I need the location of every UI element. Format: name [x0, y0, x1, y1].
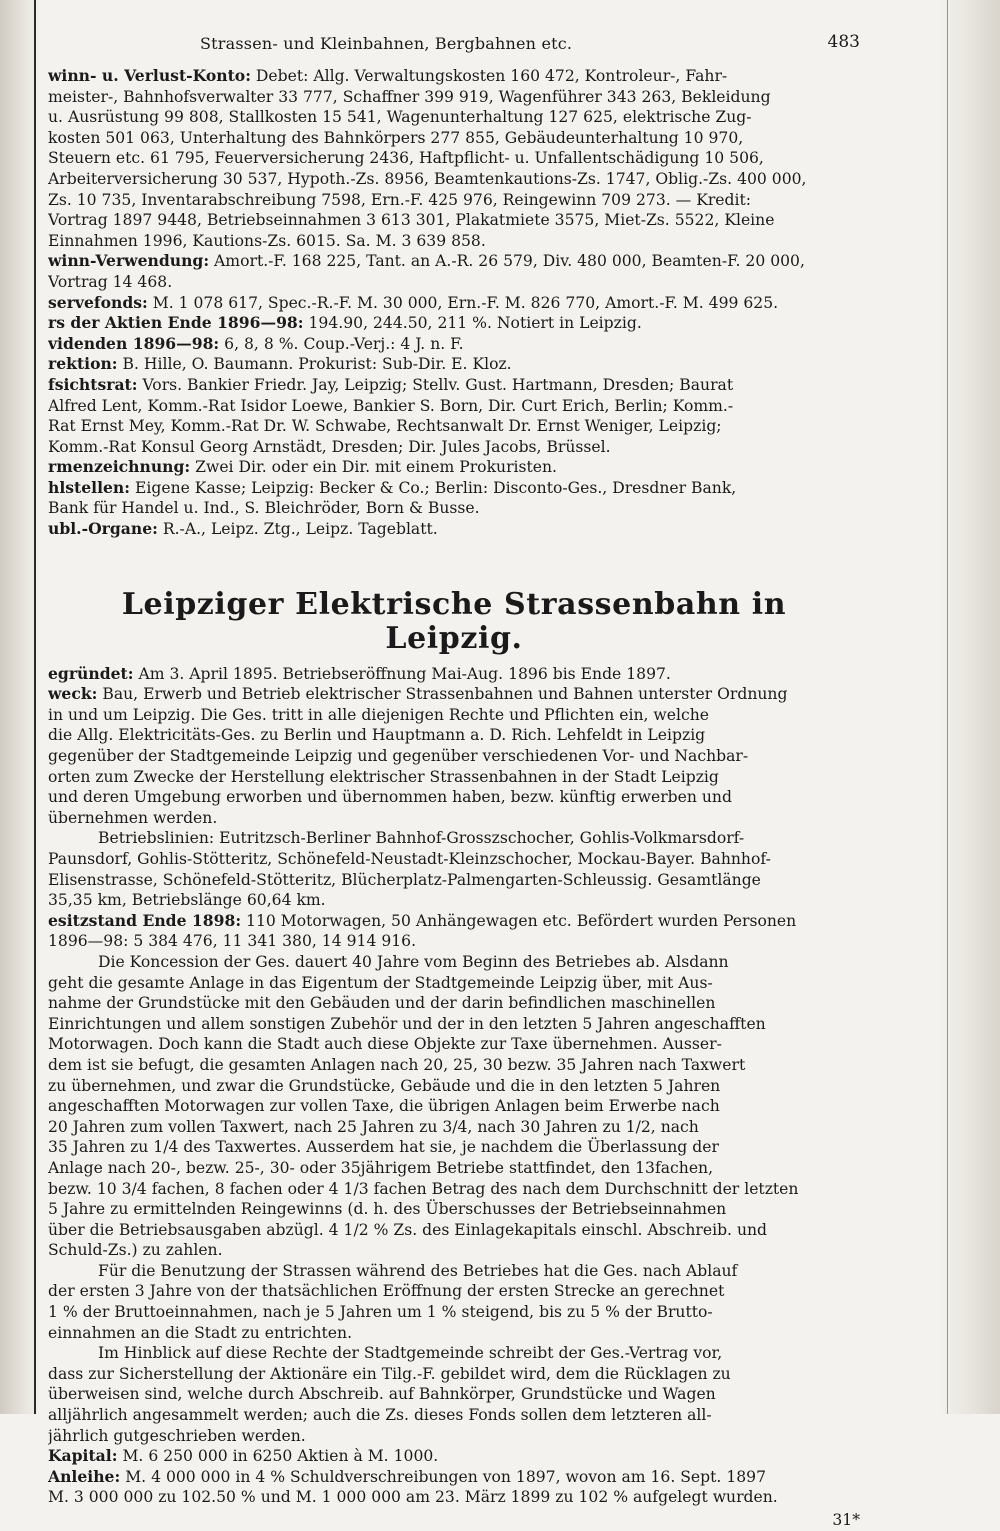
text-line: [48, 251, 860, 272]
entry-text: 35,35 km, Betriebslänge 60,64 km.: [48, 891, 326, 910]
entry-text: Rat Ernst Mey, Komm.-Rat Dr. W. Schwabe, Rechtsanwalt Dr. Ernst Weniger, Leipzig;: [48, 417, 722, 436]
entry-text: Arbeiterversicherung 30 537, Hypoth.-Zs. 8956, Beamtenkautions-Zs. 1747, Oblig.-Zs. 400 000,: [48, 169, 807, 188]
text-line: [48, 1199, 860, 1220]
text-line: [48, 478, 860, 499]
text-line: [48, 725, 860, 746]
text-line: [48, 993, 860, 1014]
entry-text: Vortrag 1897 9448, Betriebseinnahmen 3 613 301, Plakatmiete 3575, Miet-Zs. 5522, Kleine: [48, 211, 775, 230]
text-line: [48, 293, 860, 314]
entry-heading: winn- u. Verlust-Konto:: [48, 66, 251, 85]
text-line: [48, 931, 860, 952]
entry-text: Betriebslinien: Eutritzsch-Berliner Bahnhof-Grosszschocher, Gohlis-Volkmarsdorf-: [98, 829, 745, 848]
entry-heading: egründet:: [48, 663, 134, 683]
text-line: [48, 808, 860, 829]
text-line: [48, 498, 860, 519]
left-binding-edge: [34, 0, 36, 1414]
entry-text: Elisenstrasse, Schönefeld-Stötteritz, Blücherplatz-Palmengarten-Schleussig. Gesamtlänge: [48, 870, 761, 889]
entry-text: 35 Jahren zu 1/4 des Taxwertes. Ausserdem hat sie, je nachdem die Überlassung der: [48, 1138, 719, 1157]
entry-text: über die Betriebsausgaben abzügl. 4 1/2 % Zs. des Einlagekapitals einschl. Abschreib. und: [48, 1220, 768, 1239]
text-line: [48, 767, 860, 788]
running-title: Strassen- und Kleinbahnen, Bergbahnen etc.: [200, 34, 573, 53]
section-spacer: [48, 540, 860, 588]
entry-heading: winn-Verwendung:: [48, 251, 210, 271]
text-line: [48, 1096, 860, 1117]
right-page-rule: [947, 0, 948, 1414]
text-line: [48, 1137, 860, 1158]
text-line: [48, 1076, 860, 1097]
entry-text: einnahmen an die Stadt zu entrichten.: [48, 1323, 353, 1342]
entry-text: und deren Umgebung erworben und übernommen haben, bezw. künftig erwerben und: [48, 788, 732, 807]
text-line: [48, 148, 860, 169]
entry-text: 1 % der Bruttoeinnahmen, nach je 5 Jahren um 1 % steigend, bis zu 5 % der Brutto-: [48, 1303, 713, 1322]
entry-heading: videnden 1896—98:: [48, 333, 220, 353]
entry-text: Alfred Lent, Komm.-Rat Isidor Loewe, Bankier S. Born, Dir. Curt Erich, Berlin; Komm.-: [48, 396, 734, 415]
entry-text: Anlage nach 20-, bezw. 25-, 30- oder 35jährigem Betriebe stattfindet, den 13fachen,: [48, 1158, 714, 1177]
text-line: [48, 190, 860, 211]
text-line: [48, 1240, 860, 1261]
entry-text: M. 1 078 617, Spec.-R.-F. M. 30 000, Ern.-F. M. 826 770, Amort.-F. M. 499 625.: [147, 293, 779, 312]
entry-text: gegenüber der Stadtgemeinde Leipzig und gegenüber verschiedenen Vor- und Nachbar-: [48, 747, 749, 766]
entry-text: R.-A., Leipz. Ztg., Leipz. Tageblatt.: [157, 520, 438, 539]
text-line: [48, 1426, 860, 1447]
entry-text: 194.90, 244.50, 211 %. Notiert in Leipzig.: [303, 314, 642, 333]
entry-text: orten zum Zwecke der Herstellung elektrischer Strassenbahnen in der Stadt Leipzig: [48, 767, 719, 786]
text-line: [48, 1014, 860, 1035]
entry-text: Für die Benutzung der Strassen während des Betriebes hat die Ges. nach Ablauf: [98, 1261, 738, 1280]
text-line: [48, 210, 860, 231]
text-line: [48, 1220, 860, 1241]
text-line: [48, 684, 860, 705]
text-line: [48, 87, 860, 108]
text-line: [48, 973, 860, 994]
text-line: [48, 107, 860, 128]
entry-text: Einnahmen 1996, Kautions-Zs. 6015. Sa. M. 3 639 858.: [48, 231, 486, 250]
text-line: [48, 1467, 860, 1488]
entry-text: dem ist sie befugt, die gesamten Anlagen nach 20, 25, 30 bezw. 35 Jahren nach Taxwert: [48, 1055, 746, 1074]
entry-text: nahme der Grundstücke mit den Gebäuden und der darin befindlichen maschinellen: [48, 994, 716, 1013]
entry-text: bezw. 10 3/4 fachen, 8 fachen oder 4 1/3 fachen Betrag des nach dem Durchschnitt der letzten: [48, 1179, 799, 1198]
text-line: [48, 334, 860, 355]
entry-text: 5 Jahre zu ermittelnden Reingewinns (d. h. des Überschusses der Betriebseinnahmen: [48, 1200, 727, 1219]
text-line: [48, 169, 860, 190]
text-line: [48, 375, 860, 396]
entry-text: jährlich gutgeschrieben werden.: [48, 1426, 306, 1445]
text-line: [48, 746, 860, 767]
entry-heading: Anleihe:: [48, 1466, 121, 1486]
entry-text: Paunsdorf, Gohlis-Stötteritz, Schönefeld-Neustadt-Kleinzschocher, Mockau-Bayer. Bahnhof-: [48, 850, 771, 868]
entry-heading: hlstellen:: [48, 477, 131, 497]
text-line: [48, 1179, 860, 1200]
text-line: [48, 911, 860, 932]
entry-text: zu übernehmen, und zwar die Grundstücke, Gebäude und die in den letzten 5 Jahren: [48, 1076, 721, 1095]
page-number: 483: [827, 32, 860, 52]
entry-text: Zs. 10 735, Inventarabschreibung 7598, Ern.-F. 425 976, Reingewinn 709 273. — Kredit:: [48, 190, 752, 209]
text-line: [48, 272, 860, 293]
entry-heading: servefonds:: [48, 292, 148, 312]
text-line: [48, 870, 860, 891]
entry-text: kosten 501 063, Unterhaltung des Bahnkörpers 277 855, Gebäudeunterhaltung 10 970,: [48, 128, 744, 147]
text-line: [48, 1117, 860, 1138]
text-line: [48, 1034, 860, 1055]
text-line: [48, 1323, 860, 1344]
text-line: [48, 457, 860, 478]
entry-text: Im Hinblick auf diese Rechte der Stadtgemeinde schreibt der Ges.-Vertrag vor,: [98, 1344, 723, 1363]
entry-heading: rmenzeichnung:: [48, 457, 191, 477]
entry-text: B. Hille, O. Baumann. Prokurist: Sub-Dir. E. Kloz.: [117, 355, 512, 374]
entry-text: Eigene Kasse; Leipzig: Becker & Co.; Berlin: Disconto-Ges., Dresdner Bank,: [130, 478, 737, 497]
entry-text: M. 4 000 000 in 4 % Schuldverschreibungen von 1897, wovon am 16. Sept. 1897: [120, 1467, 767, 1486]
text-line: [48, 1364, 860, 1385]
entry-text: Vors. Bankier Friedr. Jay, Leipzig; Stellv. Gust. Hartmann, Dresden; Baurat: [137, 375, 734, 394]
document-page: [48, 30, 860, 1531]
entry-text: Motorwagen. Doch kann die Stadt auch diese Objekte zur Taxe übernehmen. Ausser-: [48, 1035, 722, 1054]
text-line: [48, 952, 860, 973]
entry-text: M. 3 000 000 zu 102.50 % und M. 1 000 000 am 23. März 1899 zu 102 % aufgelegt wurden.: [48, 1488, 778, 1507]
text-line: [48, 787, 860, 808]
entry-heading: rs der Aktien Ende 1896—98:: [48, 313, 304, 333]
signature-mark: 31*: [832, 1511, 860, 1529]
company-title: Leipziger Elektrische Strassenbahn in Leipzig.: [121, 586, 787, 656]
entry-text: Steuern etc. 61 795, Feuerversicherung 2436, Haftpflicht- u. Unfallentschädigung 10 506,: [48, 149, 764, 168]
text-line: [48, 519, 860, 540]
text-line: [48, 437, 860, 458]
company-description-section: [48, 664, 860, 1508]
page-header: [48, 30, 860, 58]
entry-text: Zwei Dir. oder ein Dir. mit einem Prokuristen.: [190, 458, 558, 477]
entry-text: Einrichtungen und allem sonstigen Zubehör und der in den letzten 5 Jahren angeschafften: [48, 1014, 766, 1033]
entry-text: M. 6 250 000 in 6250 Aktien à M. 1000.: [117, 1447, 439, 1466]
entry-text: u. Ausrüstung 99 808, Stallkosten 15 541, Wagenunterhaltung 127 625, elektrische Zug-: [48, 108, 752, 127]
entry-heading: esitzstand Ende 1898:: [48, 910, 242, 930]
entry-heading: Kapital:: [48, 1446, 118, 1466]
entry-text: die Allg. Elektricitäts-Ges. zu Berlin und Hauptmann a. D. Rich. Lehfeldt in Leipzig: [48, 726, 706, 745]
entry-text: Komm.-Rat Konsul Georg Arnstädt, Dresden; Dir. Jules Jacobs, Brüssel.: [48, 437, 611, 456]
entry-text: übernehmen werden.: [48, 808, 218, 827]
text-line: [48, 705, 860, 726]
text-line: [48, 1055, 860, 1076]
entry-text: 6, 8, 8 %. Coup.-Verj.: 4 J. n. F.: [219, 334, 464, 353]
text-line: [48, 396, 860, 417]
text-line: [48, 1281, 860, 1302]
text-line: [48, 828, 860, 849]
entry-text: 20 Jahren zum vollen Taxwert, nach 25 Jahren zu 3/4, nach 30 Jahren zu 1/2, nach: [48, 1117, 699, 1136]
text-line: [48, 1261, 860, 1282]
text-line: [48, 1405, 860, 1426]
text-line: [48, 66, 860, 87]
entry-text: alljährlich angesammelt werden; auch die Zs. dieses Fonds sollen dem letzteren all-: [48, 1406, 712, 1425]
text-line: [48, 1384, 860, 1405]
entry-text: dass zur Sicherstellung der Aktionäre ein Tilg.-F. gebildet wird, dem die Rücklagen zu: [48, 1364, 731, 1383]
entry-text: in und um Leipzig. Die Ges. tritt in alle diejenigen Rechte und Pflichten ein, welche: [48, 705, 709, 724]
text-line: [48, 313, 860, 334]
text-line: [48, 664, 860, 685]
text-line: [48, 231, 860, 252]
entry-heading: rektion:: [48, 354, 118, 374]
entry-text: überweisen sind, welche durch Abschreib. auf Bahnkörper, Grundstücke und Wagen: [48, 1385, 716, 1404]
text-line: [48, 1487, 860, 1508]
entry-text: 1896—98: 5 384 476, 11 341 380, 14 914 916.: [48, 932, 417, 951]
text-line: [48, 1446, 860, 1467]
text-line: [48, 890, 860, 911]
text-line: [48, 354, 860, 375]
entry-text: meister-, Bahnhofsverwalter 33 777, Schaffner 399 919, Wagenführer 343 263, Bekleidung: [48, 87, 771, 106]
company-accounts-section: [48, 66, 860, 540]
entry-text: Debet: Allg. Verwaltungskosten 160 472, Kontroleur-, Fahr-: [250, 67, 728, 85]
text-line: [48, 128, 860, 149]
entry-heading: weck:: [48, 684, 98, 704]
text-line: [48, 1302, 860, 1323]
text-line: [48, 1343, 860, 1364]
entry-text: Die Koncession der Ges. dauert 40 Jahre vom Beginn des Betriebes ab. Alsdann: [98, 952, 729, 971]
entry-heading: ubl.-Organe:: [48, 519, 158, 539]
entry-heading: fsichtsrat:: [48, 374, 138, 394]
entry-text: Bau, Erwerb und Betrieb elektrischer Strassenbahnen und Bahnen unterster Ordnung: [97, 685, 788, 704]
text-line: [48, 849, 860, 870]
entry-text: geht die gesamte Anlage in das Eigentum der Stadtgemeinde Leipzig über, mit Aus-: [48, 973, 713, 992]
entry-text: Vortrag 14 468.: [48, 272, 173, 291]
entry-text: der ersten 3 Jahre von der thatsächlichen Eröffnung der ersten Strecke an gerechnet: [48, 1282, 725, 1301]
text-line: [48, 416, 860, 437]
entry-text: Bank für Handel u. Ind., S. Bleichröder, Born & Busse.: [48, 499, 480, 518]
entry-text: angeschafften Motorwagen zur vollen Taxe, die übrigen Anlagen beim Erwerbe nach: [48, 1097, 720, 1116]
text-line: [48, 1158, 860, 1179]
entry-text: 110 Motorwagen, 50 Anhängewagen etc. Befördert wurden Personen: [241, 911, 797, 930]
entry-text: Schuld-Zs.) zu zahlen.: [48, 1241, 223, 1260]
entry-text: Am 3. April 1895. Betriebseröffnung Mai-Aug. 1896 bis Ende 1897.: [133, 664, 671, 683]
entry-text: Amort.-F. 168 225, Tant. an A.-R. 26 579, Div. 480 000, Beamten-F. 20 000,: [209, 252, 805, 271]
